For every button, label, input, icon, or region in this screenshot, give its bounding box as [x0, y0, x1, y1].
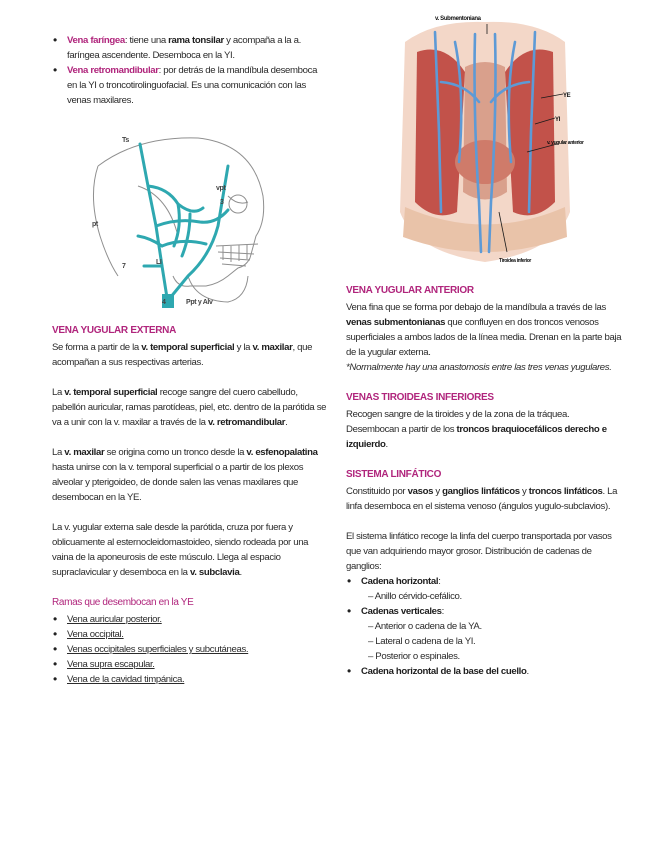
label-4: 4 [162, 299, 166, 306]
list-item: • Vena supra escapular. [52, 657, 328, 672]
label-tiroidea-inferior: Tiroidea inferior [499, 258, 532, 264]
tiroideas-paragraph: Recogen sangre de la tiroides y de la zona de la tráquea. Desembocan a partir de los troncos braquiocefálicos derecho e izquierdo. [346, 409, 607, 450]
anterior-paragraph: Vena fina que se forma por debajo de la mandíbula a través de las venas submentonianas que confluyen en dos troncos venosos superficiales a ambos lados de la línea media. Drenan en la parte baja de la yugular externa. [346, 302, 622, 358]
list-item: • Vena occipital. [52, 627, 328, 642]
cadenas-list [346, 574, 624, 679]
heading-yugular-externa: VENA YUGULAR EXTERNA [52, 325, 177, 336]
label-3: 3 [220, 199, 224, 206]
externa-paragraph-4: La v. yugular externa sale desde la parótida, cruza por fuera y oblicuamente al esternocleidomastoideo, siendo rodeada por una vaina de la aponeurosis de este músculo. Llega al espacio supraclavicular y desemboca en la v. subclavia. [52, 522, 309, 578]
label-li: LI [156, 259, 162, 266]
label-ts: Ts [122, 137, 129, 144]
label-pt: pt [92, 221, 98, 228]
bullet-vena-faringea: • Vena faríngea: tiene una rama tonsilar y acompaña a la a. faríngea ascendente. Desemboca en la YI. [52, 33, 328, 63]
skull-veins-figure [78, 126, 278, 311]
label-yi: YI [555, 117, 560, 123]
thyroid [455, 140, 515, 184]
externa-paragraph-1: Se forma a partir de la v. temporal superficial y la v. maxilar, que acompañan a sus respectivas arterias. [52, 342, 313, 368]
linfatico-paragraph-2: El sistema linfático recoge la linfa del cuerpo transportada por vasos que van adquiriendo mayor grosor. Distribución de cadenas de ganglios: [346, 531, 612, 572]
list-item-cadena-base-cuello: • Cadena horizontal de la base del cuello. [346, 664, 624, 679]
list-item-cadenas-verticales: • Cadenas verticales: [346, 604, 624, 619]
list-subitem: – Anillo cérvido-cefálico. [368, 591, 462, 602]
top-bullets [52, 33, 328, 108]
list-subitem: – Posterior o espinales. [368, 651, 460, 662]
label-ye: YE [563, 93, 571, 99]
list-subitem: – Lateral o cadena de la YI. [368, 636, 476, 647]
label-7: 7 [122, 263, 126, 270]
ramas-list [52, 612, 328, 687]
section-yugular-externa [52, 323, 328, 687]
label-submentoniana: v. Submentoniana [435, 16, 481, 22]
list-item: • Vena de la cavidad timpánica. [52, 672, 328, 687]
heading-tiroideas: VENAS TIROIDEAS INFERIORES [346, 392, 494, 403]
vein-network [138, 144, 228, 304]
label-yugular-anterior: v. yugular anterior [547, 140, 584, 146]
anterior-note: *Normalmente hay una anastomosis entre las tres venas yugulares. [346, 362, 612, 373]
heading-sistema-linfatico: SISTEMA LINFÁTICO [346, 469, 442, 480]
heading-ramas-ye: Ramas que desembocan en la YE [52, 597, 194, 608]
right-column [346, 283, 624, 679]
bullet-vena-retromandibular: • Vena retromandibular: por detrás de la mandíbula desemboca en la YI o troncotirolinguofacial. Es una comunicación con las venas maxilares. [52, 63, 328, 108]
list-item-cadena-horizontal: • Cadena horizontal: [346, 574, 624, 589]
list-subitem: – Anterior o cadena de la YA. [368, 621, 482, 632]
list-item: • Vena auricular posterior. [52, 612, 328, 627]
label-vpt: vpt [216, 185, 226, 192]
label-ppt: Ppt y Alv [186, 299, 213, 306]
neck-veins-figure [395, 12, 584, 274]
heading-yugular-anterior: VENA YUGULAR ANTERIOR [346, 285, 474, 296]
list-item: • Venas occipitales superficiales y subcutáneas. [52, 642, 328, 657]
externa-paragraph-2: La v. temporal superficial recoge sangre del cuero cabelludo, pabellón auricular, ramas parotídeas, piel, etc. dentro de la parótida se va a unir con la v. maxilar a través de la v. retromandibular. [52, 387, 327, 428]
linfatico-paragraph-1: Constituido por vasos y ganglios linfáticos y troncos linfáticos. La linfa desemboca en el sistema venoso (ángulos yugulo-subclavios). [346, 486, 618, 512]
externa-paragraph-3: La v. maxilar se origina como un tronco desde la v. esfenopalatina hasta unirse con la v. temporal superficial o a partir de los plexos alveolar y pterigoideo, de donde salen las venas maxilares que desembocan en la YE. [52, 447, 318, 503]
